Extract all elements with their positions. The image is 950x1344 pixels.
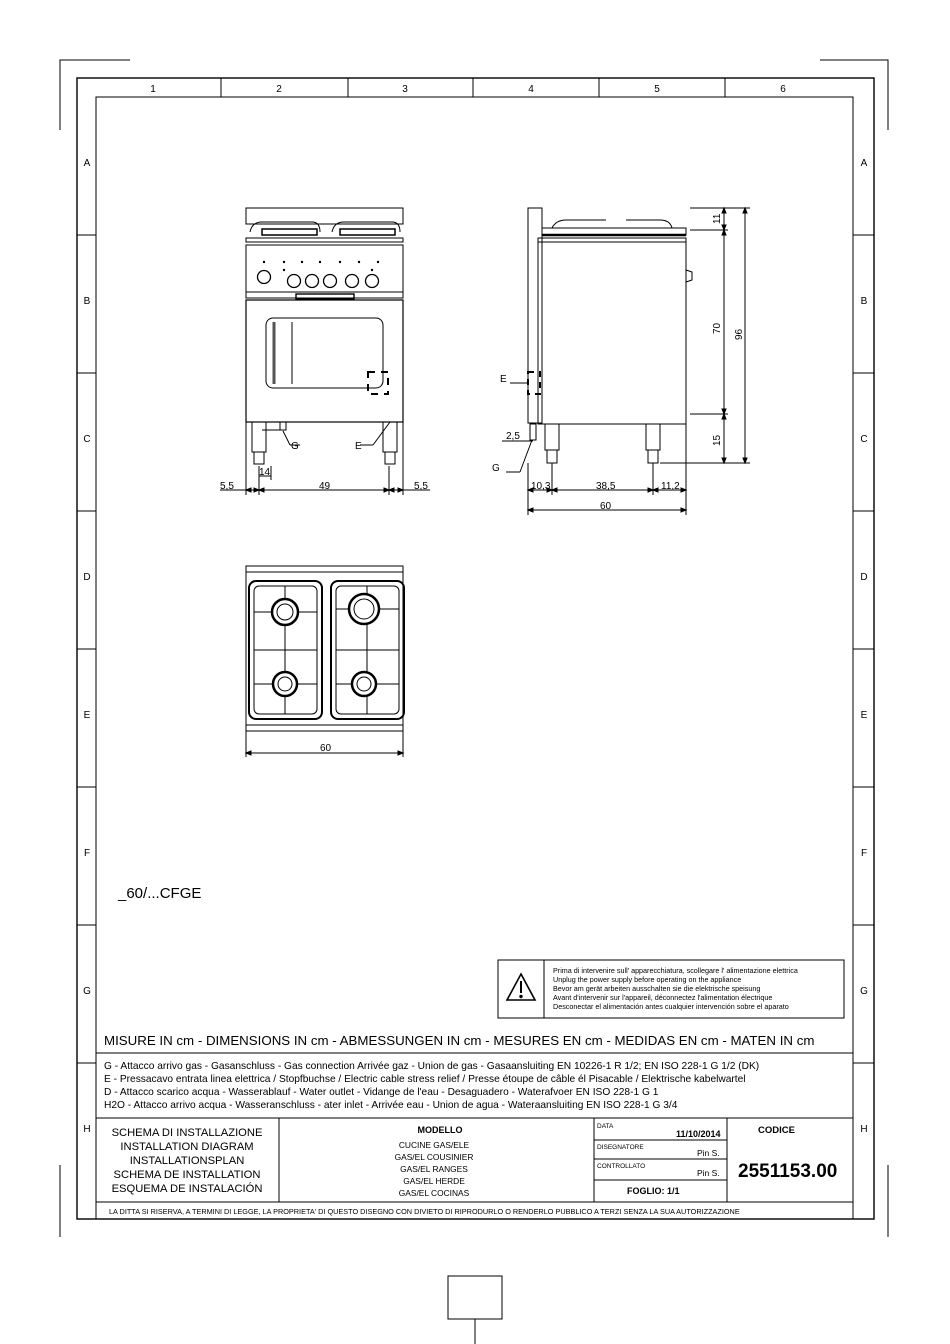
row-label: G bbox=[83, 986, 91, 997]
codice-label: CODICE bbox=[758, 1125, 795, 1136]
codice-value: 2551153.00 bbox=[738, 1161, 838, 1182]
schema-title: INSTALLATION DIAGRAM bbox=[120, 1141, 254, 1153]
side-dim-body: 70 bbox=[712, 322, 723, 334]
warning-line: Avant d'intervenir sur l'appareil, déconnectez l'alimentation électrique bbox=[553, 993, 773, 1002]
modello-line: GAS/EL COUSINIER bbox=[394, 1152, 474, 1162]
column-label: 2 bbox=[276, 84, 282, 95]
row-label: A bbox=[860, 158, 868, 169]
front-dim-leg-offset: 14 bbox=[259, 467, 271, 478]
front-label-g: G bbox=[291, 441, 299, 452]
row-label: G bbox=[860, 986, 868, 997]
footer-notice: LA DITTA SI RISERVA, A TERMINI DI LEGGE, LA PROPRIETA' DI QUESTO DISEGNO CON DIVIETO DI RIPRODURLO O RENDERLO PUBBLICO A TERZI SENZA LA SUA AUTORIZZAZIONE bbox=[109, 1207, 740, 1216]
schema-title: SCHEMA DE INSTALLATION bbox=[113, 1169, 261, 1181]
warning-line: Unplug the power supply before operating on the appliance bbox=[553, 975, 742, 984]
front-dim-right-margin: 5,5 bbox=[414, 481, 428, 492]
measures-note: MISURE IN cm - DIMENSIONS IN cm - ABMESSUNGEN IN cm - MESURES EN cm - MEDIDAS EN cm - MATEN IN cm bbox=[104, 1033, 815, 1048]
disegnatore-label: DISEGNATORE bbox=[597, 1144, 644, 1151]
side-dim-total-height: 96 bbox=[734, 328, 745, 340]
column-label: 6 bbox=[780, 84, 786, 95]
front-label-e: E bbox=[355, 441, 362, 452]
schema-title: INSTALLATIONSPLAN bbox=[129, 1155, 245, 1167]
row-label: H bbox=[860, 1124, 868, 1135]
warning-line: Bevor am gerät arbeiten ausschalten sie die elektrische speisung bbox=[553, 984, 761, 993]
row-label: F bbox=[83, 848, 91, 859]
side-dim-d1: 10,3 bbox=[531, 481, 551, 492]
foglio: FOGLIO: 1/1 bbox=[627, 1186, 680, 1196]
modello-line: GAS/EL RANGES bbox=[400, 1164, 468, 1174]
legend-line: G - Attacco arrivo gas - Gasanschluss - Gas connection Arrivée gaz - Union de gas - Gasaansluiting EN 10226-1 R 1/2; EN ISO 228-1 G 1/2 (DK) bbox=[104, 1061, 760, 1072]
top-view bbox=[246, 566, 404, 757]
data-value: 11/10/2014 bbox=[676, 1129, 721, 1139]
controllato-value: Pin S. bbox=[697, 1168, 720, 1178]
modello-label: MODELLO bbox=[417, 1125, 463, 1135]
inner-frame bbox=[96, 97, 853, 1219]
warning-line: Desconectar el alimentación antes cualquier intervención sobre el aparato bbox=[553, 1002, 789, 1011]
row-label: C bbox=[83, 434, 91, 445]
row-label: B bbox=[860, 296, 868, 307]
modello-line: CUCINE GAS/ELE bbox=[398, 1140, 470, 1150]
controllato-label: CONTROLLATO bbox=[597, 1163, 646, 1170]
row-label: B bbox=[83, 296, 91, 307]
row-label: F bbox=[860, 848, 868, 859]
front-view bbox=[220, 208, 430, 495]
side-dim-depth: 60 bbox=[600, 501, 612, 512]
warning-line: Prima di intervenire sull' apparecchiatura, scollegare l' alimentazione elettrica bbox=[553, 966, 798, 975]
side-dim-leg-height: 15 bbox=[712, 434, 723, 446]
legend-line: E - Pressacavo entrata linea elettrica / Stopfbuchse / Electric cable stress relief / Presse étoupe de câble él Pisacable / Elektrische kabelwartel bbox=[104, 1074, 746, 1085]
data-label: DATA bbox=[597, 1123, 614, 1130]
disegnatore-value: Pin S. bbox=[697, 1148, 720, 1158]
modello-line: GAS/EL COCINAS bbox=[398, 1188, 470, 1198]
legend-line: D - Attacco scarico acqua - Wasserablauf - Water outlet - Vidange de l'eau - Desaguadero - Waterafvoer EN ISO 228-1 G 1 bbox=[104, 1087, 659, 1098]
row-label: C bbox=[860, 434, 868, 445]
column-label: 5 bbox=[654, 84, 660, 95]
column-label: 4 bbox=[528, 84, 534, 95]
side-dim-top: 11 bbox=[712, 213, 723, 224]
front-dim-left-margin: 5,5 bbox=[220, 481, 234, 492]
row-label: D bbox=[83, 572, 91, 583]
side-dim-d2: 38,5 bbox=[596, 481, 616, 492]
column-label: 1 bbox=[150, 84, 156, 95]
top-dim-width: 60 bbox=[320, 743, 332, 754]
row-label: A bbox=[83, 158, 91, 169]
side-dim-gas-offset: 2,5 bbox=[506, 431, 520, 442]
side-view bbox=[502, 208, 750, 515]
row-label: H bbox=[83, 1124, 91, 1135]
row-label: E bbox=[83, 710, 91, 721]
row-label: E bbox=[860, 710, 868, 721]
model-code: _60/...CFGE bbox=[118, 885, 202, 902]
column-label: 3 bbox=[402, 84, 408, 95]
side-dim-d3: 11,2 bbox=[661, 481, 680, 492]
schema-title: ESQUEMA DE INSTALACIÓN bbox=[111, 1183, 263, 1195]
warning-triangle-icon bbox=[507, 974, 535, 1000]
page-marker bbox=[448, 1276, 502, 1344]
schema-title: SCHEMA DI INSTALLAZIONE bbox=[111, 1127, 263, 1139]
modello-line: GAS/EL HERDE bbox=[403, 1176, 465, 1186]
front-dim-width: 49 bbox=[319, 481, 331, 492]
legend-line: H2O - Attacco arrivo acqua - Wasseranschluss - ater inlet - Arrivée eau - Union de agua - Wateraansluiting EN ISO 228-1 G 3/4 bbox=[104, 1100, 678, 1111]
side-label-e: E bbox=[500, 374, 507, 385]
side-label-g: G bbox=[492, 463, 500, 474]
row-label: D bbox=[860, 572, 868, 583]
